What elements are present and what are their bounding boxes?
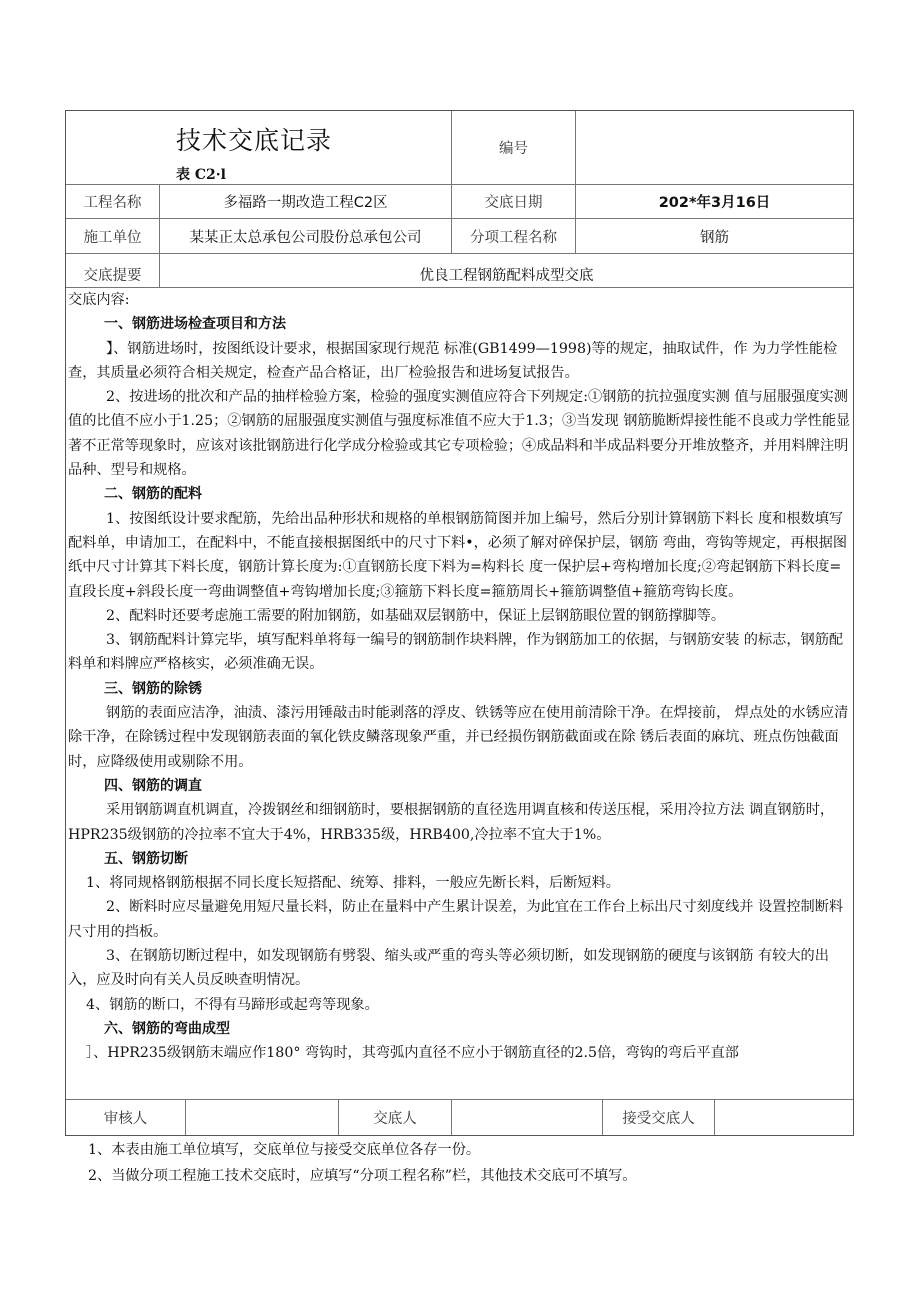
form-code: 表 C2·l bbox=[176, 167, 226, 183]
page-title: 技术交底记录 bbox=[176, 126, 333, 155]
contractor-row bbox=[66, 219, 853, 254]
summary-row bbox=[66, 254, 853, 288]
presenter-label: 交底人 bbox=[339, 1100, 452, 1135]
contractor-value[interactable]: 某某正太总承包公司股份总承包公司 bbox=[160, 219, 452, 253]
section-heading: 一、钢筋进场检查项目和方法 bbox=[104, 316, 286, 333]
footnote: 2、当做分项工程施工技术交底时，应填写“分项工程名称”栏，其他技术交底可不填写。 bbox=[88, 1168, 637, 1184]
date-value[interactable]: 202*年3月16日 bbox=[658, 195, 771, 211]
presenter-field[interactable] bbox=[452, 1100, 603, 1135]
subproject-value[interactable]: 钢筋 bbox=[700, 229, 729, 246]
technical-briefing-table bbox=[65, 110, 854, 1136]
header-row bbox=[66, 111, 853, 185]
paragraph: 采用钢筋调直机调直，冷拨钢丝和细钢筋时，要根据钢筋的直径选用调直核和传送压棍，采用冷拉方法 调直钢筋时，HPR235级钢筋的冷拉率不宜大于4%，HRB335级，HRB400,冷拉率不宜大于1%。 bbox=[68, 802, 835, 843]
paragraph: 钢筋的表面应洁净，油渍、漆污用锤敲击时能剥落的浮皮、铁锈等应在使用前清除干净。在焊接前， 焊点处的水锈应清除干净，在除锈过程中发现钢筋表面的氧化铁皮鳞落现象严重，并已经损伤钢筋截面或在除 锈后表面的麻坑、班点伤蚀截面时，应降级使用或剔除不用。 bbox=[68, 705, 849, 770]
content-row bbox=[66, 288, 853, 1100]
reviewer-label: 审核人 bbox=[66, 1100, 186, 1135]
receiver-field[interactable] bbox=[715, 1100, 853, 1135]
paragraph: 2、配料时还要考虑施工需要的附加钢筋，如基础双层钢筋中，保证上层钢筋眼位置的钢筋撑脚等。 bbox=[106, 607, 726, 624]
title-cell bbox=[66, 111, 452, 184]
section-heading: 二、钢筋的配料 bbox=[104, 486, 202, 503]
contractor-label: 施工单位 bbox=[66, 219, 160, 253]
receiver-label: 接受交底人 bbox=[603, 1100, 715, 1135]
footnotes bbox=[88, 1137, 636, 1189]
paragraph: 2、按进场的批次和产品的抽样检验方案，检验的强度实测值应符合下列规定:①钢筋的抗拉强度实测 值与屈服强度实测值的比值不应小于1.25；②钢筋的屈服强度实测值与强度标准值不应大于1.3；③当发现 钢筋脆断焊接性能不良或力学性能显著不正常等现象时，应该对该批钢筋进行化学成分检验或其它专项检验；④成品料和半成品料要分开堆放整齐，并用料牌注明品种、型号和规格。 bbox=[68, 389, 851, 479]
paragraph: ］、HPR235级钢筋末端应作180° 弯钩时，其弯弧内直径不应小于钢筋直径的2.5倍，弯钩的弯后平直部 bbox=[86, 1045, 739, 1062]
subproject-label: 分项工程名称 bbox=[452, 219, 576, 253]
paragraph: 2、断料时应尽量避免用短尺量长料，防止在量料中产生累计误差，为此宜在工作台上标出尺寸刻度线并 设置控制断料尺寸用的挡板。 bbox=[68, 899, 844, 940]
summary-value[interactable]: 优良工程钢筋配料成型交底 bbox=[419, 268, 594, 284]
section-heading: 四、钢筋的调直 bbox=[104, 777, 202, 794]
paragraph: 4、钢筋的断口，不得有马蹄形或起弯等现象。 bbox=[86, 996, 379, 1013]
project-row bbox=[66, 185, 853, 219]
briefing-content bbox=[66, 288, 853, 1099]
footnote: 1、本表由施工单位填写，交底单位与接受交底单位各存一份。 bbox=[88, 1142, 481, 1158]
paragraph: 】、钢筋进场时，按图纸设计要求，根据国家现行规范 标准(GB1499—1998)等的规定，抽取试件，作 为力学性能检查，其质量必须符合相关规定，检查产品合格证，出厂检验报告和进场复试报告。 bbox=[68, 340, 838, 381]
number-label: 编号 bbox=[452, 111, 576, 184]
section-heading: 六、钢筋的弯曲成型 bbox=[104, 1020, 230, 1037]
project-name-value[interactable]: 多福路一期改造工程C2区 bbox=[160, 185, 452, 218]
date-label: 交底日期 bbox=[452, 185, 576, 218]
paragraph: 3、在钢筋切断过程中，如发现钢筋有劈裂、缩头或严重的弯头等必须切断，如发现钢筋的硬度与该钢筋 有较大的出入，应及时向有关人员反映查明情况。 bbox=[68, 948, 829, 989]
content-label: 交底内容: bbox=[68, 292, 130, 308]
section-heading: 三、钢筋的除锈 bbox=[104, 680, 202, 697]
signature-row bbox=[66, 1100, 853, 1135]
project-name-label: 工程名称 bbox=[66, 185, 160, 218]
section-heading: 五、钢筋切断 bbox=[104, 850, 188, 867]
paragraph: 3、钢筋配料计算完毕，填写配料单将每一编号的钢筋制作块料牌，作为钢筋加工的依据，与钢筋安装 的标志，钢筋配料单和料牌应严格核实，必须准确无误。 bbox=[68, 632, 844, 673]
paragraph: 1、按图纸设计要求配筋，先给出品种形状和规格的单根钢筋简图并加上编号，然后分别计算钢筋下料长 度和根数填写配料单，申请加工，在配料中，不能直接根据图纸中的尺寸下料•，必须了解对碎保护层，钢筋 弯曲，弯钩等规定，再根据图纸中尺寸计算其下料长度，钢筋计算长度为:①直钢筋长度下料为=构料长 度一保护层+弯构增加长度;②弯起钢筋下料长度=直段长度+斜段长度一弯曲调整值+弯钩增加长度;③箍筋下料长度=箍筋周长+箍筋调整值+箍筋弯钩长度。 bbox=[68, 510, 848, 600]
paragraph: 1、将同规格钢筋根据不同长度长短搭配、统筹、排料，一般应先断长料，后断短料。 bbox=[86, 875, 620, 892]
summary-label: 交底提要 bbox=[66, 254, 160, 287]
reviewer-field[interactable] bbox=[186, 1100, 339, 1135]
number-field[interactable] bbox=[576, 111, 853, 184]
